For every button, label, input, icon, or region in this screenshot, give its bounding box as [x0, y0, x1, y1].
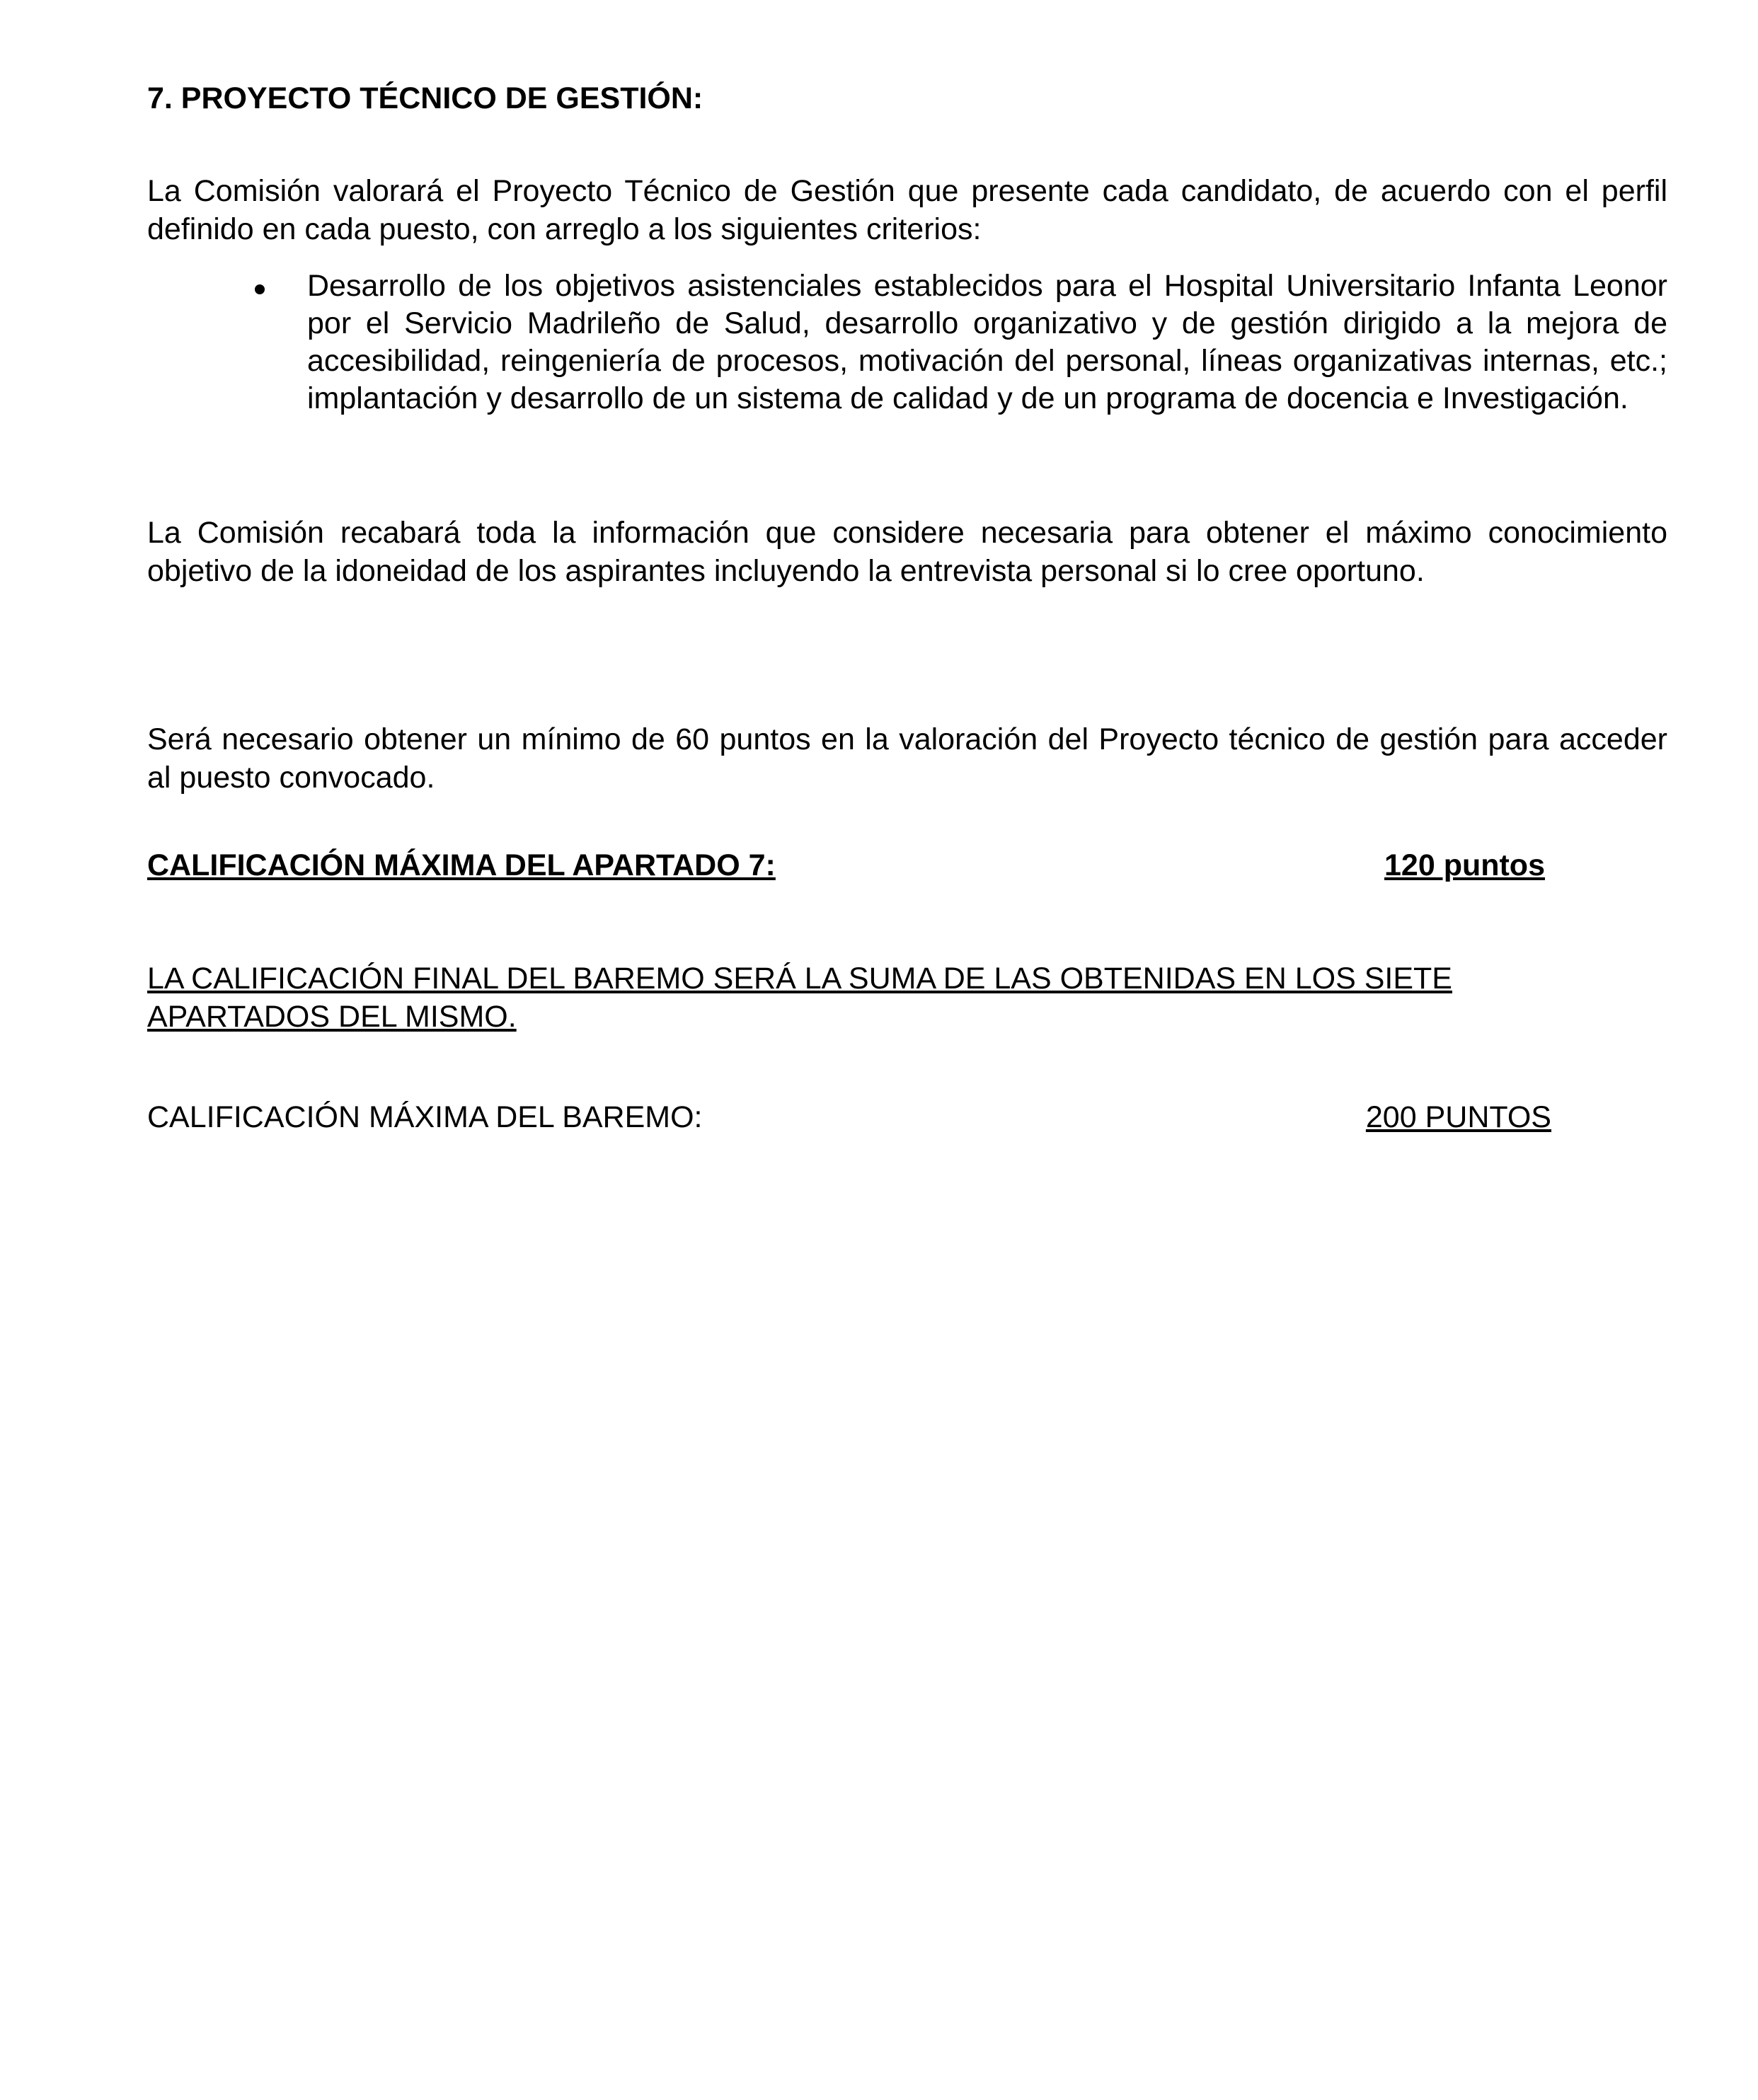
baremo-max-score-value: 200 PUNTOS [1365, 1100, 1551, 1134]
baremo-max-score-label: CALIFICACIÓN MÁXIMA DEL BAREMO: [147, 1100, 703, 1134]
bullet-icon [255, 284, 265, 294]
criteria-list [147, 267, 1667, 417]
list-item [147, 267, 1667, 417]
section-max-score-row [147, 846, 1545, 884]
baremo-max-score-row [147, 1098, 1551, 1136]
intro-paragraph: La Comisión valorará el Proyecto Técnico de Gestión que presente cada candidato, de acuerdo con el perfil definido en cada puesto, con arreglo a los siguientes criterios: [147, 174, 1667, 246]
criteria-text: Desarrollo de los objetivos asistenciales establecidos para el Hospital Universitario Infanta Leonor por el Servicio Madrileño de Salud, desarrollo organizativo y de gestión dirigido a la mejora de accesibilidad, reingeniería de procesos, motivación del personal, líneas organizativas internas, etc.; implantación y desarrollo de un sistema de calidad y de un programa de docencia e Investigación. [307, 269, 1667, 415]
info-paragraph: La Comisión recabará toda la información que considere necesaria para obtener el máximo conocimiento objetivo de la idoneidad de los aspirantes incluyendo la entrevista personal si lo cree oportuno. [147, 516, 1667, 588]
section-max-score-label: CALIFICACIÓN MÁXIMA DEL APARTADO 7: [147, 848, 776, 882]
final-score-note: LA CALIFICACIÓN FINAL DEL BAREMO SERÁ LA SUMA DE LAS OBTENIDAS EN LOS SIETE APARTADOS DEL MISMO. [147, 962, 1452, 1034]
section-max-score-value: 120 puntos [1384, 848, 1545, 882]
section-heading: 7. PROYECTO TÉCNICO DE GESTIÓN: [147, 81, 703, 115]
minimum-score-paragraph: Será necesario obtener un mínimo de 60 puntos en la valoración del Proyecto técnico de gestión para acceder al puesto convocado. [147, 722, 1667, 795]
